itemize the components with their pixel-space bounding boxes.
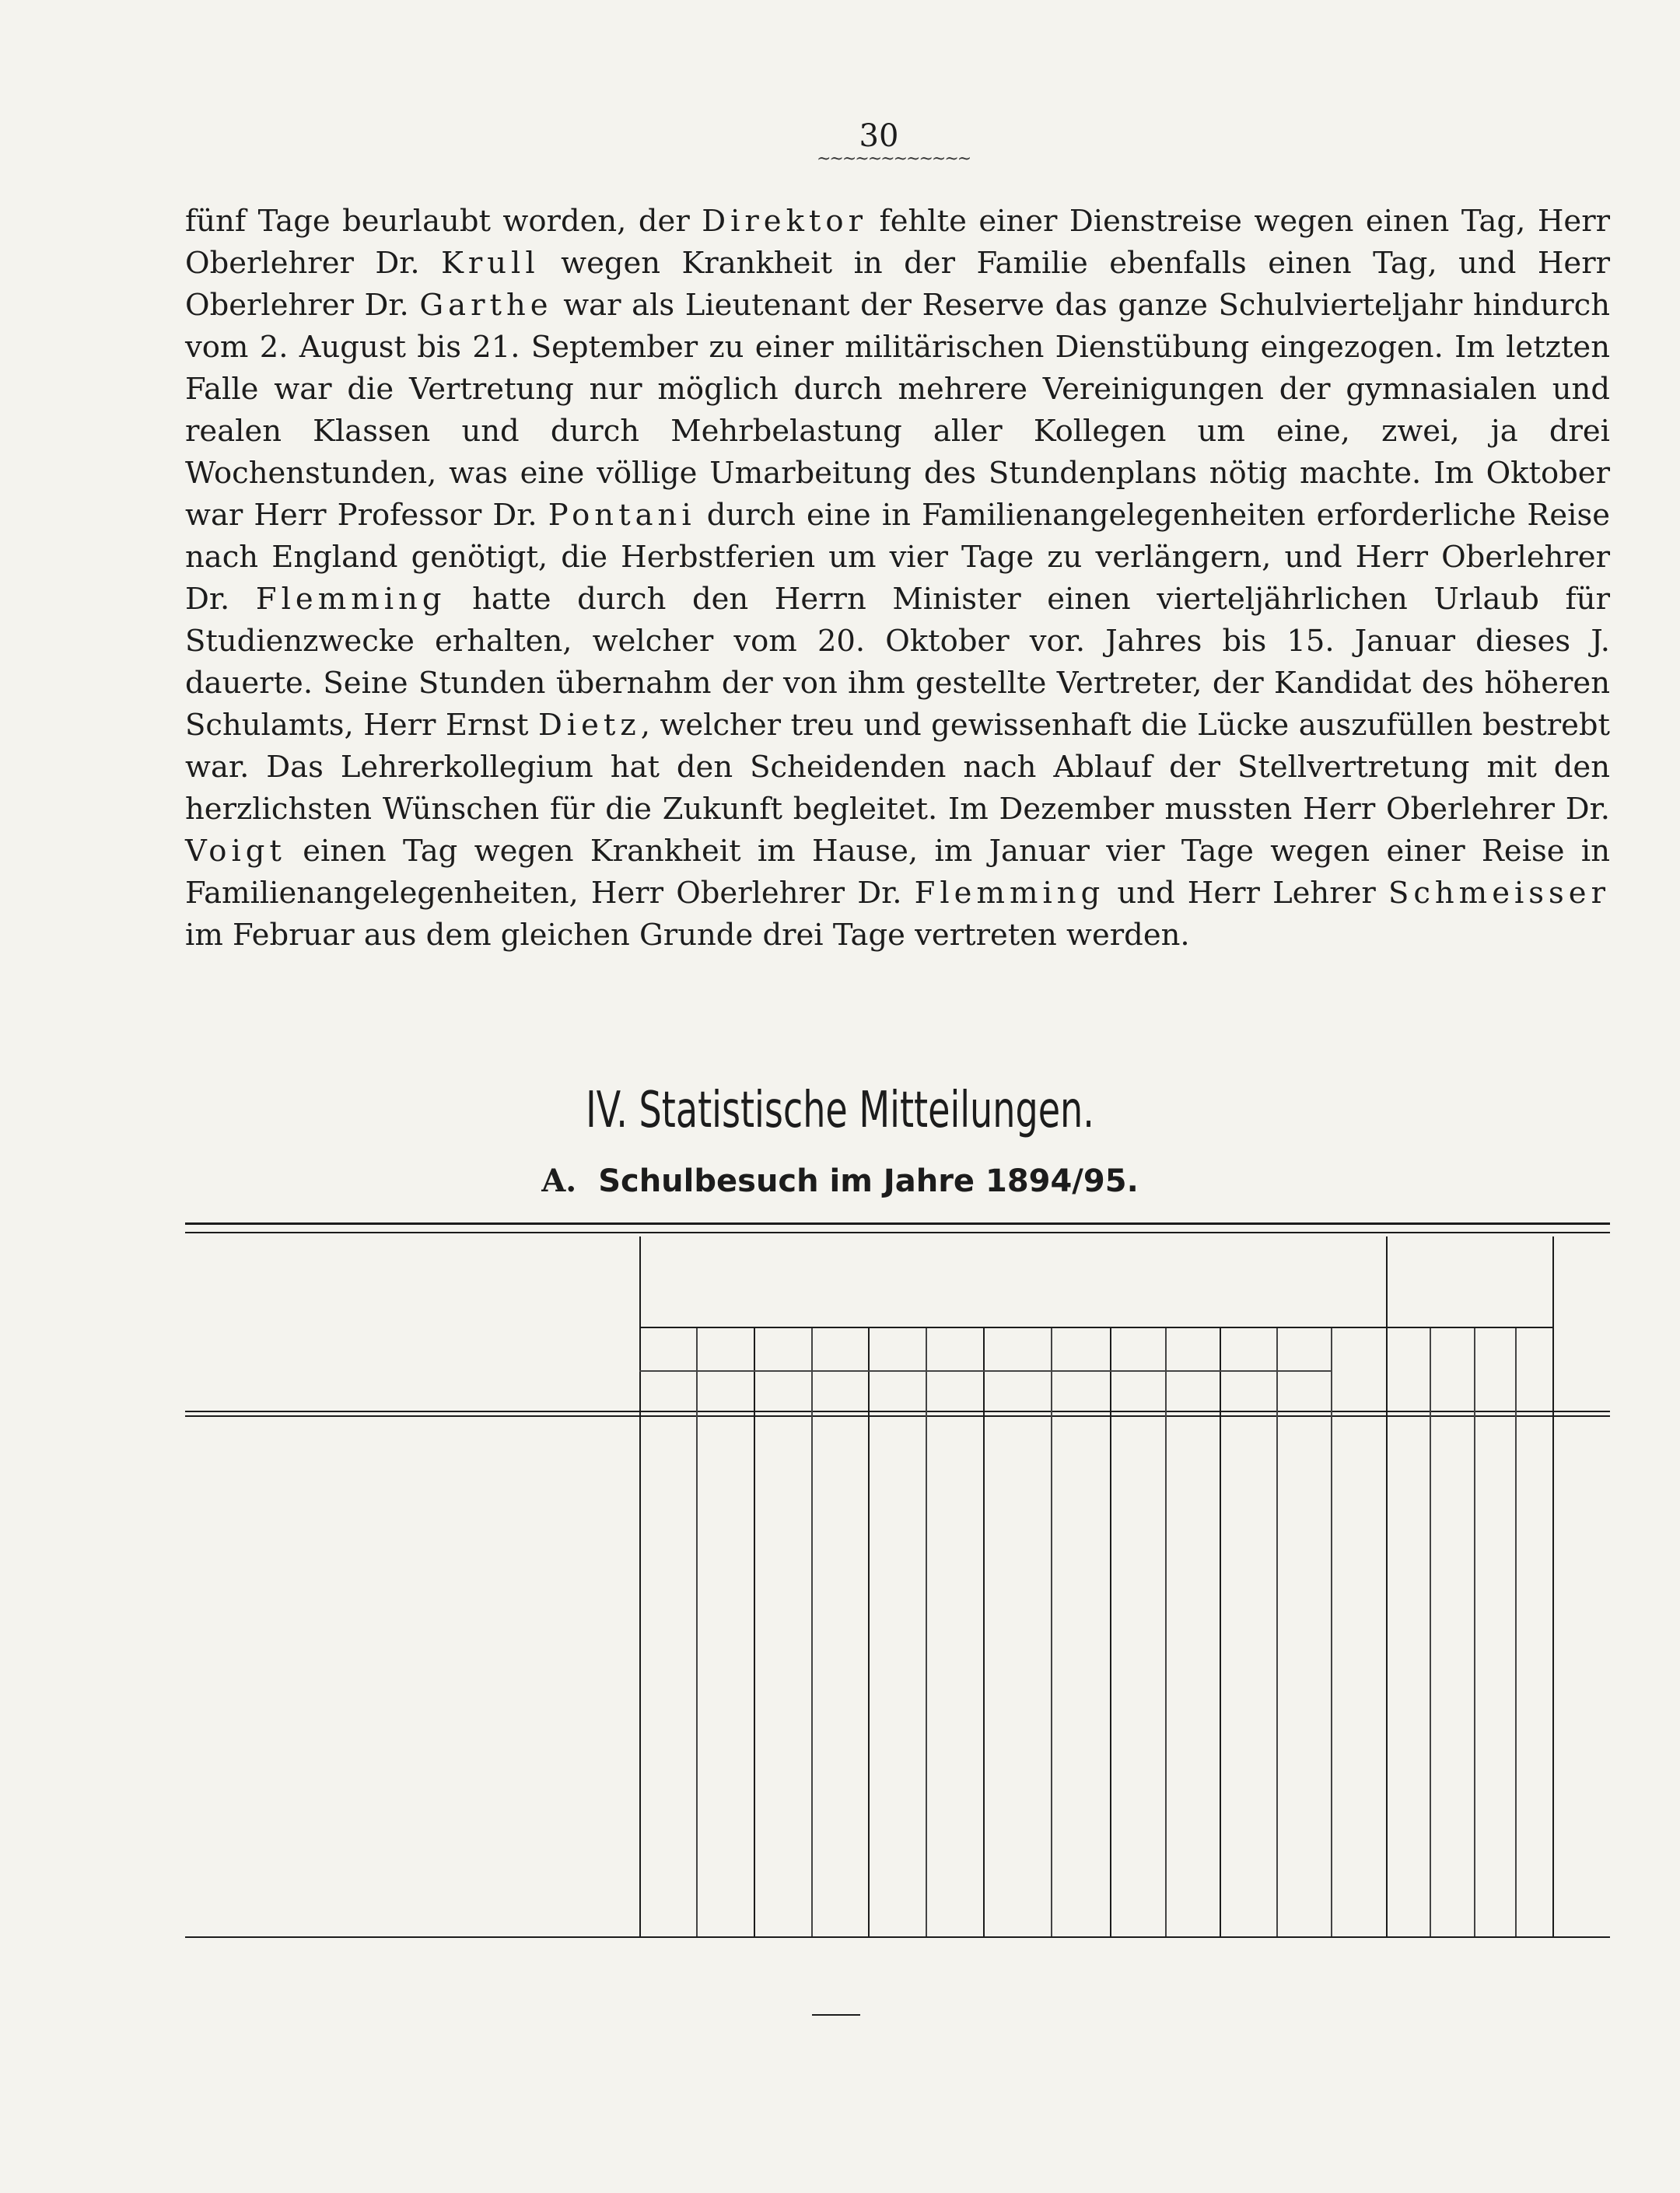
table-column-divider — [1331, 1327, 1332, 1936]
table-header-rule — [185, 1411, 1610, 1412]
text-run: fünf Tage beurlaubt worden, der — [185, 204, 702, 239]
spaced-name: Voigt — [185, 834, 286, 869]
table-column-divider — [639, 1236, 641, 1936]
spaced-name: Pontani — [548, 498, 696, 533]
spaced-name: Garthe — [419, 288, 553, 323]
table-header-rule — [185, 1415, 1610, 1417]
page-number: 30 ~~~~~~~~~~~~ — [817, 118, 971, 169]
table-top-rule — [185, 1222, 1610, 1225]
section-heading: IV. Statistische Mitteilungen. — [586, 1082, 1094, 1139]
spaced-name: Flemming — [255, 582, 446, 617]
table-column-divider — [811, 1327, 813, 1936]
table-column-divider — [926, 1327, 927, 1936]
text-run: einen Tag wegen Krankheit im Hause, im Januar vier Tage wegen einer Reise in Familienangelegenheiten, Herr Oberlehrer Dr. — [185, 834, 1610, 911]
table-column-divider — [1220, 1327, 1221, 1936]
table-column-divider — [754, 1327, 755, 1936]
text-run: im Februar aus dem gleichen Grunde drei Tage vertreten werden. — [185, 918, 1190, 953]
table-column-divider — [1276, 1327, 1278, 1936]
table-column-divider — [1051, 1327, 1052, 1936]
table-column-divider — [1110, 1327, 1111, 1936]
table-bottom-rule — [185, 1936, 1610, 1938]
body-paragraph — [185, 201, 1610, 957]
text-run: durch eine in Familienangelegenheiten erforderliche Reise nach England genötigt, die Herbstferien um vier Tage zu verlängern, und Herr Oberlehrer Dr. — [185, 498, 1610, 617]
header-divider — [1386, 1327, 1552, 1328]
spaced-name: Krull — [441, 246, 540, 281]
header-divider — [639, 1327, 1386, 1328]
text-run: wegen Krankheit in der Familie ebenfalls einen Tag, und Herr Oberlehrer Dr. — [185, 246, 1610, 323]
text-run: hatte durch den Herrn Minister einen vierteljährlichen Urlaub für Studienzwecke erhalten, welcher vom 20. Oktober vor. Jahres bis 15. Januar dieses J. dauerte. Seine Stunden übernahm der von ihm gestellte Vertreter, der Kandidat des höheren Schulamts, Herr Ernst — [185, 582, 1610, 743]
header-divider — [639, 1370, 1331, 1372]
spaced-name: Direktor — [702, 204, 867, 239]
table-column-divider — [1552, 1236, 1554, 1936]
spaced-name: Schmeisser — [1388, 876, 1610, 911]
text-run: , welcher treu und gewissenhaft die Lücke auszufüllen bestrebt war. Das Lehrerkollegium hat den Scheidenden nach Ablauf der Stellvertretung mit den herzlichsten Wünschen für die Zukunft begleitet. Im Dezember mussten Herr Oberlehrer Dr. — [185, 708, 1610, 827]
spaced-name: Dietz — [537, 708, 641, 743]
table-column-divider — [1430, 1327, 1431, 1936]
ornament: ~~~~~~~~~~~~ — [817, 149, 971, 169]
sub-heading — [0, 1162, 1680, 1201]
table-column-divider — [1386, 1236, 1388, 1936]
table-column-divider — [868, 1327, 870, 1936]
table-column-divider — [1515, 1327, 1517, 1936]
text-run: fehlte einer Dienstreise wegen einen Tag, Herr Oberlehrer Dr. — [185, 204, 1610, 281]
table-column-divider — [983, 1327, 985, 1936]
table-top-rule — [185, 1232, 1610, 1233]
table-column-divider — [1165, 1327, 1167, 1936]
bottom-rule — [812, 2014, 860, 2016]
table-column-divider — [696, 1327, 698, 1936]
table-column-divider — [1474, 1327, 1475, 1936]
text-run: war als Lieutenant der Reserve das ganze Schulvierteljahr hindurch vom 2. August bis 21. September zu einer militärischen Dienstübung eingezogen. Im letzten Falle war die Vertretung nur möglich durch mehrere Vereinigungen der gymnasialen und realen Klassen und durch Mehrbelastung aller Kollegen um eine, zwei, ja drei Wochenstunden, was eine völlige Umarbeitung des Stundenplans nötig machte. Im Oktober war Herr Professor Dr. — [185, 288, 1610, 533]
text-run: und Herr Lehrer — [1104, 876, 1388, 911]
spaced-name: Flemming — [914, 876, 1105, 911]
sub-heading-label: A. — [541, 1163, 577, 1199]
sub-heading-title: Schulbesuch im Jahre 1894/95. — [598, 1163, 1139, 1199]
